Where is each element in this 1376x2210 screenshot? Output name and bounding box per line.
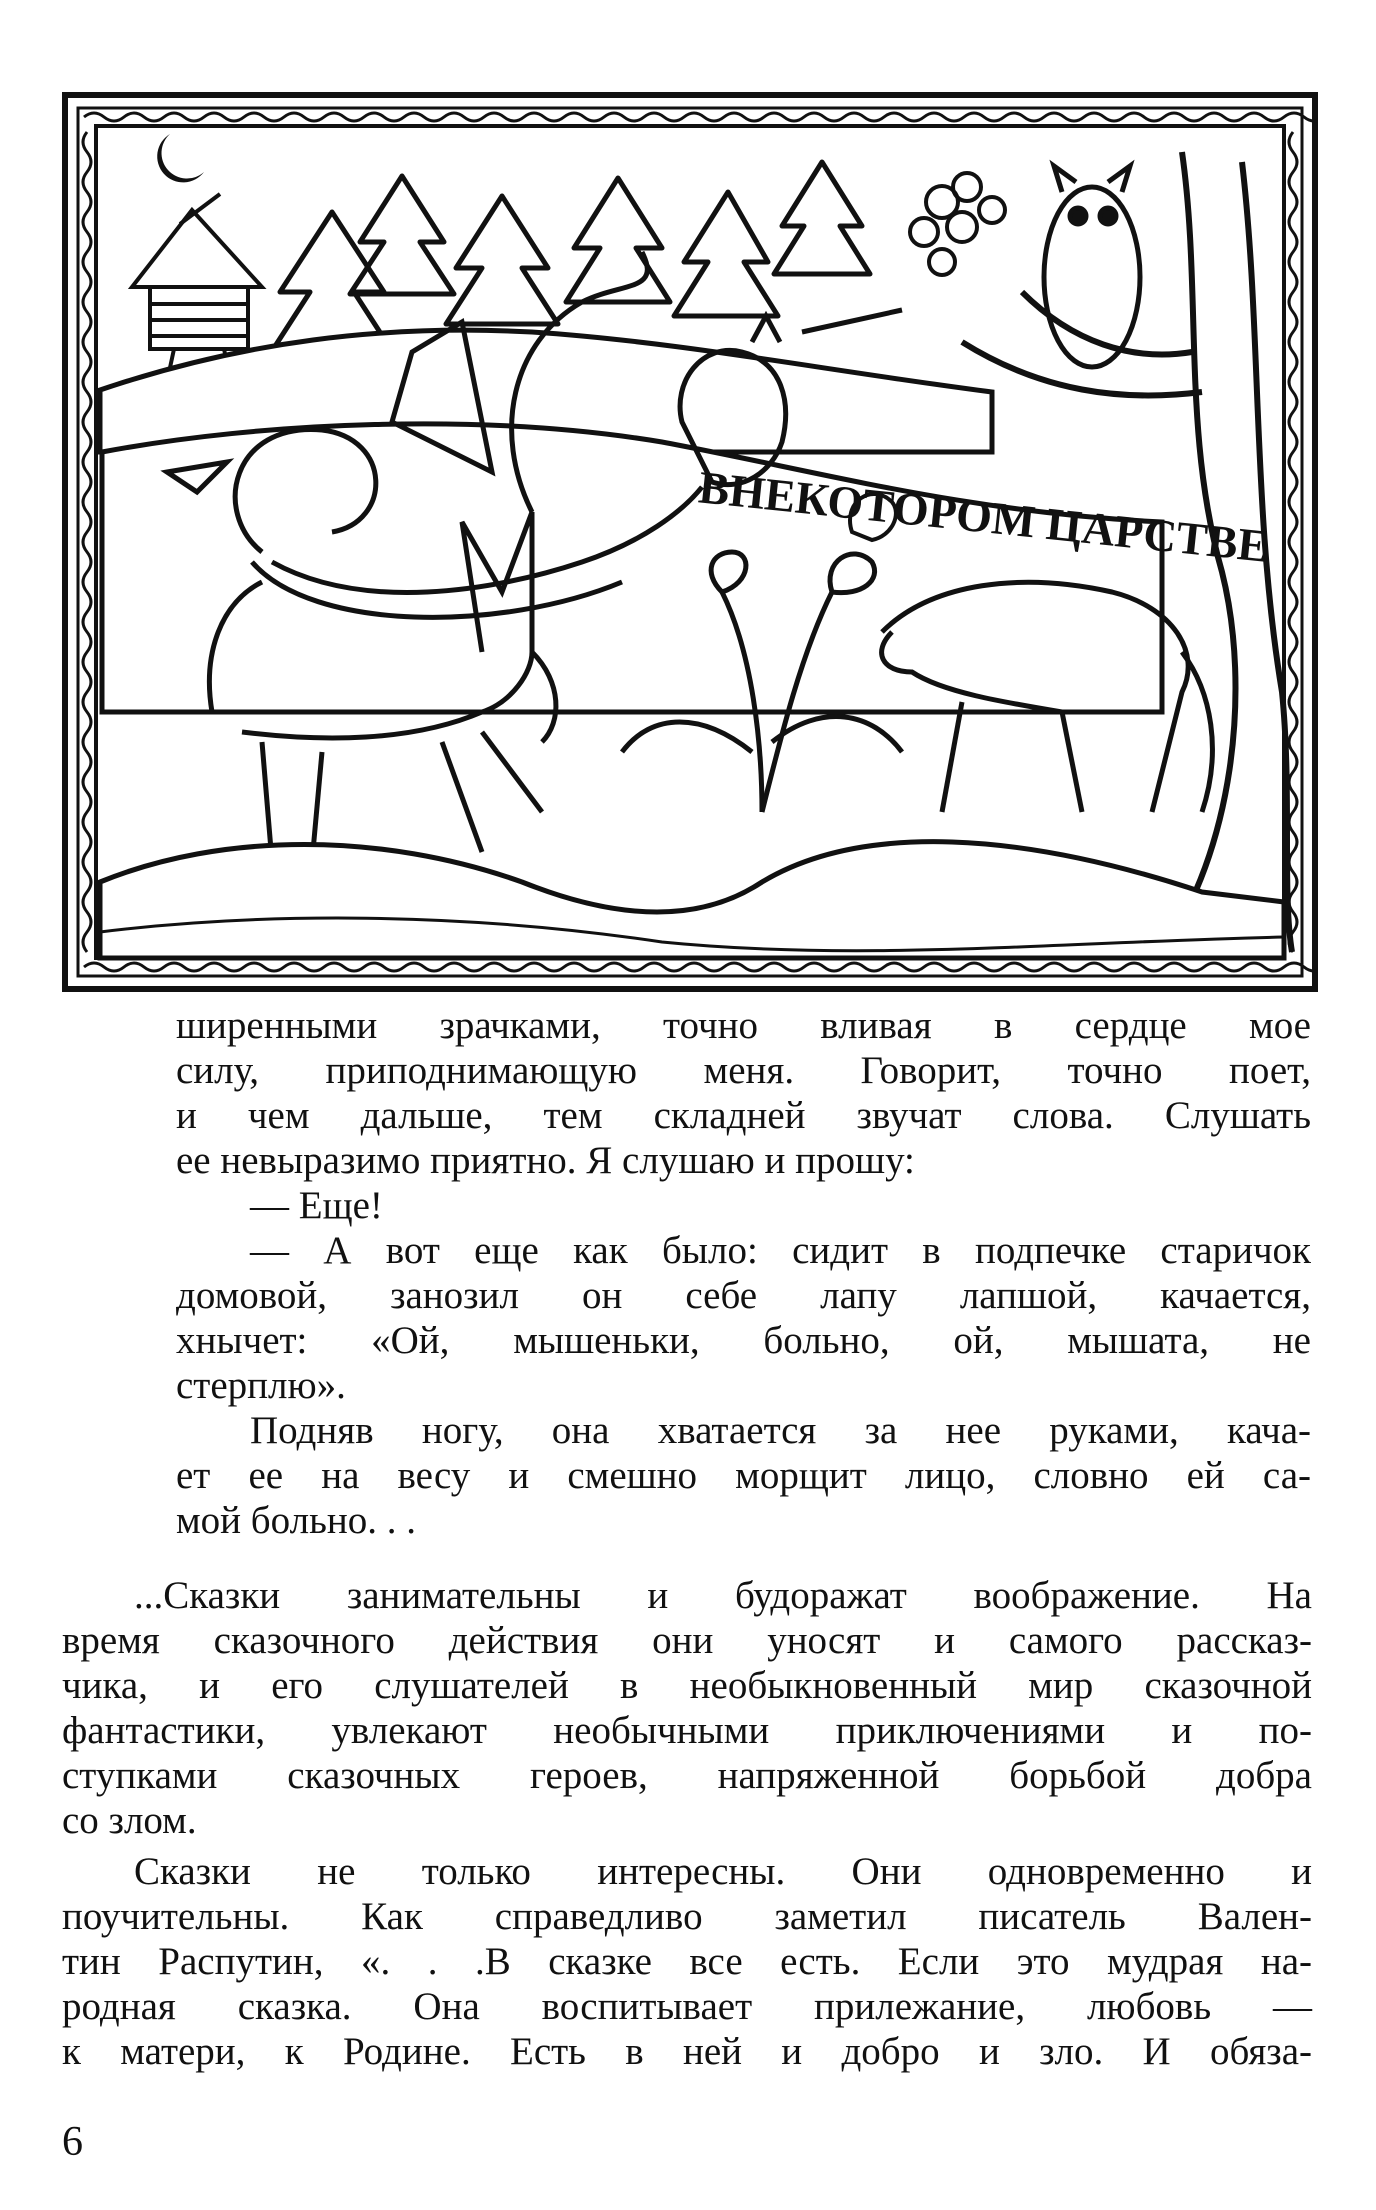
text-line: фантастики, увлекают необычными приключениями и по- [62, 1709, 1312, 1752]
page-number: 6 [62, 2119, 83, 2165]
body-paragraph-2 [62, 1849, 1312, 2074]
text-line: ее невыразимо приятно. Я слушаю и прошу: [176, 1139, 915, 1182]
text-line: поучительны. Как справедливо заметил писатель Вален- [62, 1895, 1312, 1938]
quote-passage [176, 1003, 1311, 1543]
text-line: со злом. [62, 1799, 197, 1842]
text-line: хнычет: «Ой, мышеньки, больно, ой, мышата, не [176, 1319, 1311, 1362]
fairy-tale-woodcut [62, 92, 1318, 992]
text-line: ...Сказки занимательны и будоражат воображение. На [134, 1574, 1312, 1617]
text-line: Подняв ногу, она хватается за нее руками, кача- [250, 1409, 1311, 1452]
text-line: ет ее на весу и смешно морщит лицо, словно ей са- [176, 1454, 1311, 1497]
text-line: к матери, к Родине. Есть в ней и добро и зло. И обяза- [62, 2030, 1312, 2073]
text-line: родная сказка. Она воспитывает прилежание, любовь — [62, 1985, 1312, 2028]
text-line: Сказки не только интересны. Они одновременно и [134, 1850, 1312, 1893]
text-line: домовой, занозил он себе лапу лапшой, качается, [176, 1274, 1311, 1317]
text-line: время сказочного действия они уносят и самого рассказ- [62, 1619, 1312, 1662]
body-paragraph-1 [62, 1573, 1312, 1843]
text-line: тин Распутин, «. . .В сказке все есть. Если это мудрая на- [62, 1940, 1312, 1983]
text-line: ширенными зрачками, точно вливая в сердце мое [176, 1004, 1311, 1047]
text-line: стерплю». [176, 1364, 346, 1407]
dialogue-line: — Еще! [250, 1184, 383, 1227]
text-line: мой больно. . . [176, 1499, 416, 1542]
text-line: и чем дальше, тем складней звучат слова. Слушать [176, 1094, 1311, 1137]
text-line: чика, и его слушателей в необыкновенный мир сказочной [62, 1664, 1312, 1707]
woodcut-illustration [62, 92, 1318, 992]
text-line: ступками сказочных героев, напряженной борьбой добра [62, 1754, 1312, 1797]
dialogue-line: — А вот еще как было: сидит в подпечке старичок [250, 1229, 1311, 1272]
text-line: силу, приподнимающую меня. Говорит, точно поет, [176, 1049, 1311, 1092]
banner-text: ВНЕКОТОРОМ ЦАРСТВЕ [696, 461, 1271, 572]
